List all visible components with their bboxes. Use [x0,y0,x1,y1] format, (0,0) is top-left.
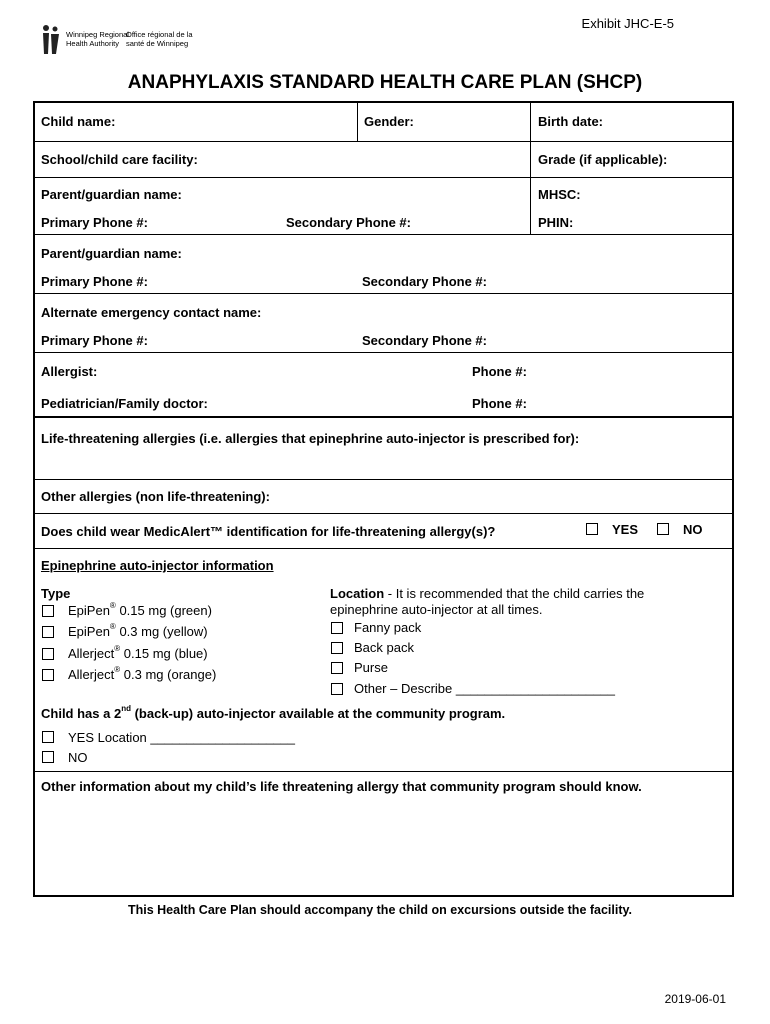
other-info-field[interactable]: Other information about my child’s life threatening allergy that community program should know. [41,779,642,794]
logo-fr-line2: santé de Winnipeg [126,39,189,48]
backup-q-sup: nd [121,704,131,713]
reg-mark: ® [109,601,116,610]
backup-no-label: NO [68,750,88,765]
row-divider [35,293,732,294]
type-checkbox-allerject-015[interactable] [42,648,54,660]
parent2-name-field[interactable]: Parent/guardian name: [41,246,182,261]
school-field[interactable]: School/child care facility: [41,152,198,167]
logo-en-line1: Winnipeg Regional [66,30,129,39]
type-dose: 0.15 mg (green) [119,603,212,618]
row-divider [35,352,732,353]
location-option-fanny-pack: Fanny pack [354,620,422,635]
type-brand: Allerject [68,646,115,661]
logo-text-fr [126,30,193,48]
row-divider [35,177,732,178]
parent1-name-field[interactable]: Parent/guardian name: [41,187,182,202]
col-divider [530,103,531,234]
revision-date: 2019-06-01 [664,992,726,1006]
row-divider [35,479,732,480]
alt-primary-phone[interactable]: Primary Phone #: [41,333,148,348]
grade-field[interactable]: Grade (if applicable): [538,152,668,167]
row-divider [35,771,732,772]
location-note-line1: - It is recommended that the child carries the [384,586,645,601]
wrha-logo [40,24,193,58]
parent2-secondary-phone[interactable]: Secondary Phone #: [362,274,487,289]
type-brand: EpiPen [68,603,110,618]
gender-field[interactable]: Gender: [364,114,414,129]
type-dose: 0.15 mg (blue) [123,646,208,661]
birth-date-field[interactable]: Birth date: [538,114,603,129]
parent1-secondary-phone[interactable]: Secondary Phone #: [286,215,411,230]
type-checkbox-epipen-015[interactable] [42,605,54,617]
page-title: ANAPHYLAXIS STANDARD HEALTH CARE PLAN (SHCP) [127,72,643,93]
logo-fr-line1: Office régional de la [126,30,193,39]
medicalert-no-label: NO [683,522,703,537]
location-checkbox-purse[interactable] [331,662,343,674]
alt-secondary-phone[interactable]: Secondary Phone #: [362,333,487,348]
row-divider [35,234,732,235]
alt-contact-field[interactable]: Alternate emergency contact name: [41,305,262,320]
row-divider [35,416,732,418]
location-option-back-pack: Back pack [354,640,414,655]
other-allergies-field[interactable]: Other allergies (non life-threatening): [41,489,270,504]
wrha-logo-icon [40,24,62,56]
allergist-phone-field[interactable]: Phone #: [472,364,527,379]
type-checkbox-allerject-03[interactable] [42,669,54,681]
footer-note: This Health Care Plan should accompany the child on excursions outside the facility. [127,903,633,917]
child-name-field[interactable]: Child name: [41,114,116,129]
doctor-phone-field[interactable]: Phone #: [472,396,527,411]
type-brand: Allerject [68,667,115,682]
type-dose: 0.3 mg (yellow) [119,624,208,639]
type-option-allerject-03 [68,667,216,682]
backup-yes-label: YES Location ____________________ [68,730,295,745]
phin-field[interactable]: PHIN: [538,215,574,230]
mhsc-field[interactable]: MHSC: [538,187,581,202]
row-divider [35,141,732,142]
location-option-purse: Purse [354,660,388,675]
logo-en-line2: Health Authority [66,39,119,48]
reg-mark: ® [109,622,116,631]
form-table [33,101,734,897]
col-divider [357,103,358,141]
location-label: Location [330,586,385,601]
type-option-epipen-03 [68,624,208,639]
exhibit-label: Exhibit JHC-E-5 [581,16,674,31]
row-divider [35,513,732,514]
backup-no-checkbox[interactable] [42,751,54,763]
medicalert-question: Does child wear MedicAlert™ identification for life-threatening allergy(s)? [41,524,496,539]
location-checkbox-fanny-pack[interactable] [331,622,343,634]
medicalert-yes-checkbox[interactable] [586,523,598,535]
location-checkbox-back-pack[interactable] [331,642,343,654]
location-checkbox-other[interactable] [331,683,343,695]
location-label-line1 [330,586,644,601]
location-option-other: Other – Describe ______________________ [354,681,615,696]
parent2-primary-phone[interactable]: Primary Phone #: [41,274,148,289]
doctor-field[interactable]: Pediatrician/Family doctor: [41,396,208,411]
reg-mark: ® [114,665,121,674]
type-brand: EpiPen [68,624,110,639]
type-checkbox-epipen-03[interactable] [42,626,54,638]
backup-yes-checkbox[interactable] [42,731,54,743]
location-note-line2: epinephrine auto-injector at all times. [330,602,543,617]
medicalert-yes-label: YES [612,522,639,537]
type-option-allerject-015 [68,646,208,661]
type-dose: 0.3 mg (orange) [123,667,217,682]
injector-heading: Epinephrine auto-injector information [41,558,274,573]
reg-mark: ® [114,644,121,653]
backup-q-post: (back-up) auto-injector available at the community program. [130,706,506,721]
life-threatening-allergies-field[interactable]: Life-threatening allergies (i.e. allergies that epinephrine auto-injector is prescribed for): [41,431,580,446]
backup-injector-question [41,706,505,721]
row-divider [35,548,732,549]
logo-text-en [66,30,129,48]
allergist-field[interactable]: Allergist: [41,364,98,379]
parent1-primary-phone[interactable]: Primary Phone #: [41,215,148,230]
backup-q-pre: Child has a 2 [41,706,122,721]
medicalert-no-checkbox[interactable] [657,523,669,535]
type-option-epipen-015 [68,603,212,618]
injector-type-label: Type [41,586,71,601]
